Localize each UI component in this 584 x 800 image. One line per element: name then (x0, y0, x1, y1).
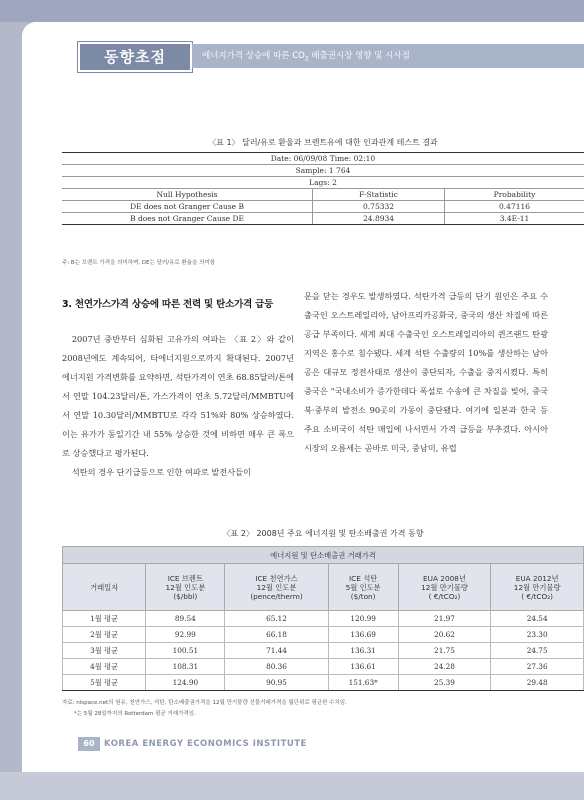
publisher-name: KOREA ENERGY ECONOMICS INSTITUTE (104, 739, 307, 749)
article-right-column (304, 287, 548, 458)
table-row (63, 611, 584, 627)
table2-col-header: ICE 브렌트 12월 인도분 ($/bbl) (146, 564, 225, 611)
table2-cell: 124.90 (146, 675, 225, 691)
table-row (62, 201, 584, 213)
table2-cell: 136.69 (328, 627, 398, 643)
table2-cell: 25.39 (398, 675, 491, 691)
table2-cell: 21.75 (398, 643, 491, 659)
table2-col-header: EUA 2008년 12월 만기물량 ( €/tCO₂) (398, 564, 491, 611)
table2-cell: 20.62 (398, 627, 491, 643)
price-table (62, 546, 584, 691)
table2-footnote: *는 5월 28일까지의 Rotterdam 평균 거래가격임. (74, 711, 196, 717)
table2-cell: 80.36 (225, 659, 328, 675)
paragraph: 석탄의 경우 단기급등으로 인한 여파로 발전사들이 (71, 467, 251, 477)
table2-cell: 136.61 (328, 659, 398, 675)
paragraph: 2007년 중반부터 심화된 고유가의 여파는 〈표 2〉와 같이 2008년에도 계속되어, 타에너지원으로까지 확대된다. 2007년 에너지원 가격변화를 요약하면, 석탄가격이 연초 68.85달러/톤에서 연말 104.23달러/톤, 가스가격이 연초 5.72달러/MMBTU에서 연말 10.30달러/MMBTU로 각각 51%와 80% 상승하였다. 이는 유가가 동일기간 내 55% 상승한 것에 비하면 매우 큰 폭으로 상승했다고 평가된다. (62, 334, 294, 458)
table2-cell: 100.51 (146, 643, 225, 659)
granger-table (62, 152, 584, 225)
page-number: 60 (78, 737, 100, 751)
table2-cell: 21.97 (398, 611, 491, 627)
header-bar (192, 44, 584, 68)
table2-cell: 120.99 (328, 611, 398, 627)
table2-cell: 23.30 (491, 627, 584, 643)
table2-cell: 3월 평균 (63, 643, 146, 659)
table1-lags: Lags: 2 (62, 177, 584, 189)
table1-header: F-Statistic (313, 189, 445, 201)
table-row (63, 675, 584, 691)
table2-cell: 92.99 (146, 627, 225, 643)
top-band (0, 0, 584, 22)
article-left-column (62, 296, 294, 482)
table2-group-header: 에너지원 및 탄소배출권 거래가격 (63, 547, 584, 564)
paragraph: 문을 닫는 경우도 발생하였다. 석탄가격 급등의 단기 원인은 주요 수출국인 오스트레일리아, 남아프리카공화국, 중국의 생산 차질에 따른 공급 부족이다. 세계 최대 수출국인 오스트레일리아의 퀸즈랜드 탄광지역은 홍수로 침수됐다. 세계 석탄 수출량의 10%를 생산하는 남아공은 대규모 정전사태로 생산이 중단되자, 수출을 중지시켰다. 특히 중국은 "국내소비가 증가한데다 폭설로 수송에 큰 차질을 빚어, 중국 북·중부의 발전소 90곳의 가동이 중단됐다. 여기에 일본과 한국 등 주요 소비국이 석탄 매입에 나서면서 가격 급등을 부추겼다. 아시아 시장의 오름세는 곧바로 미국, 중남미, 유럽 (304, 291, 548, 453)
table2-cell: 24.28 (398, 659, 491, 675)
table1-cell: DE does not Granger Cause B (62, 201, 313, 213)
table2-cell: 66.18 (225, 627, 328, 643)
section-tag-label: 동향초점 (104, 48, 166, 66)
header-title: 에너지가격 상승에 따른 $CO_2$ 배출권시장 영향 및 시사점 (202, 51, 410, 63)
table-row (63, 659, 584, 675)
table1-date: Date: 06/09/08 Time: 02:10 (62, 153, 584, 165)
table2-cell: 4월 평균 (63, 659, 146, 675)
table1-caption: 〈표 1〉 달러/유로 환율과 브렌트유에 대한 인과관계 테스트 결과 (208, 138, 438, 147)
table1-cell: B does not Granger Cause DE (62, 213, 313, 225)
section-tag (78, 42, 192, 72)
section-heading: 3. 천연가스가격 상승에 따른 전력 및 탄소가격 급등 (62, 299, 274, 310)
table2-cell: 27.36 (491, 659, 584, 675)
table2-source: 자료: nlspace.net의 원유, 천연가스, 석탄, 탄소배출권가격을 12월 만기물량 선물거래가격을 월단위로 평균한 수치임. (62, 700, 347, 706)
table1-header: Null Hypothesis (62, 189, 313, 201)
table2-cell: 24.54 (491, 611, 584, 627)
table2-cell: 5월 평균 (63, 675, 146, 691)
table2-caption: 〈표 2〉 2008년 주요 에너지원 및 탄소배출권 가격 동향 (222, 529, 424, 538)
table2-cell: 29.48 (491, 675, 584, 691)
table-row (63, 627, 584, 643)
table2-cell: 71.44 (225, 643, 328, 659)
table-row (62, 213, 584, 225)
table2-cell: 65.12 (225, 611, 328, 627)
table1-sample: Sample: 1 764 (62, 165, 584, 177)
table2-col-header: ICE 석탄 5월 인도분 ($/ton) (328, 564, 398, 611)
table2-cell: 24.75 (491, 643, 584, 659)
table2-cell: 136.31 (328, 643, 398, 659)
table2-cell: 90.95 (225, 675, 328, 691)
table1-cell: 3.4E-11 (445, 213, 584, 225)
table2-cell: 108.31 (146, 659, 225, 675)
table1-note: 주: B는 브렌트 가격을 의미하며, DE는 달러/유로 환율을 의미함 (62, 260, 216, 266)
table-row (63, 643, 584, 659)
table2-note (62, 698, 347, 720)
table1-cell: 24.8934 (313, 213, 445, 225)
table1-cell: 0.47116 (445, 201, 584, 213)
table2-cell: 151.63* (328, 675, 398, 691)
table2-date-header: 거래일자 (63, 564, 146, 611)
table1-cell: 0.75332 (313, 201, 445, 213)
table2-col-header: ICE 천연가스 12월 인도분 (pence/therm) (225, 564, 328, 611)
table2-cell: 2월 평균 (63, 627, 146, 643)
bottom-band (0, 772, 584, 800)
table2-cell: 89.54 (146, 611, 225, 627)
table2-cell: 1월 평균 (63, 611, 146, 627)
table2-col-header: EUA 2012년 12월 만기물량 ( €/tCO₂) (491, 564, 584, 611)
table1-header: Probability (445, 189, 584, 201)
